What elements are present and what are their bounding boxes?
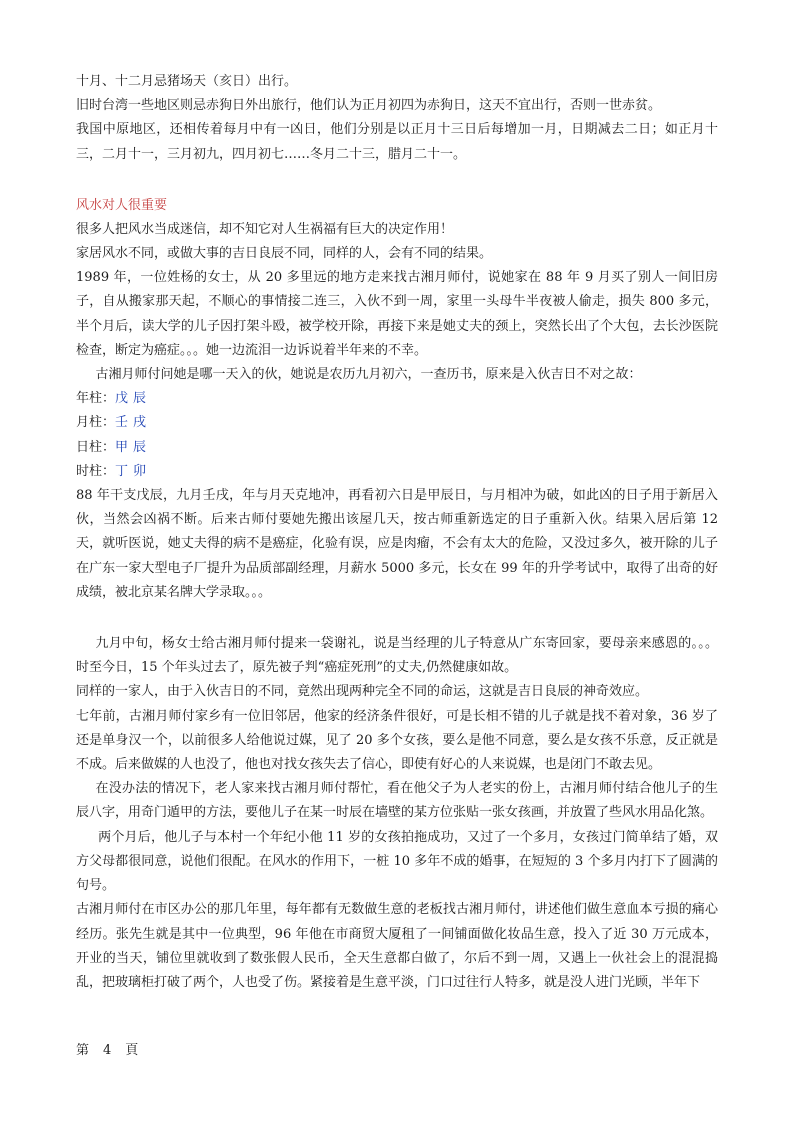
pillar-label: 时柱： [76,463,116,479]
pillar-label: 年柱： [76,391,116,407]
document-page [76,70,718,995]
pillar-year [76,387,718,411]
intro-line-2: 旧时台湾一些地区则忌赤狗日外出旅行，他们认为正月初四为赤狗日，这天不宜出行，否则一世赤贫。 [76,98,662,114]
intro-line-1: 十月、十二月忌猪场天（亥日）出行。 [76,74,298,89]
page-footer [76,1040,152,1062]
pillar-value: 甲辰 [115,439,152,455]
paragraph: 九月中旬，杨女士给古湘月师付提来一袋谢礼，说是当经理的儿子特意从广东寄回家，要母亲来感恩的。。。时至今日，15 个年头过去了，原先被子判“癌症死刑”的丈夫,仍然健康如故。 [76,636,718,676]
paragraph: 古湘月师付在市区办公的那几年里，每年都有无数做生意的老板找古湘月师付，讲述他们做生意血本亏损的痛心经历。张先生就是其中一位典型，96 年他在市商贸大厦租了一间铺面做化妆品生意，投入了近 30 万元成本，开业的当天，铺位里就收到了数张假人民币，全天生意都白做了，尔后不到一周，又遇上一伙社会上的混混捣乱，把玻璃柜打破了两个，人也受了伤。紧接着是生意平淡，门口过往行人特多，就是没人进门光顾，半年下 [76,902,718,990]
paragraph: 1989 年，一位姓杨的女士，从 20 多里远的地方走来找古湘月师付，说她家在 88 年 9 月买了别人一间旧房子，自从搬家那天起，不顺心的事情接二连三，入伙不到一周，家里一头母牛半夜被人偷走，损失 800 多元，半个月后，读大学的儿子因打架斗殴，被学校开除，再接下来是她丈夫的颈上，突然长出了个大包，去长沙医院检查，断定为癌症。。。她一边流泪一边诉说着半年来的不幸。 [76,270,718,358]
pillar-label: 月柱： [76,415,116,431]
pillar-label: 日柱： [76,439,116,455]
paragraph: 两个月后，他儿子与本村一个年纪小他 11 岁的女孩拍拖成功，又过了一个多月，女孩过门简单结了婚，双方父母都很同意，说他们很配。在风水的作用下，一桩 10 多年不成的婚事，在短短的 3 个多月内打下了圆满的句号。 [76,829,718,894]
paragraph: 家居风水不同，或做大事的吉日良辰不同，同样的人，会有不同的结果。 [76,246,493,262]
section-heading: 风水对人很重要 [76,197,168,213]
spacer [76,605,718,632]
paragraph: 88 年干支戊辰，九月壬戌，年与月天克地冲，再看初六日是甲辰日，与月相冲为破，如此凶的日子用于新居入伙，当然会凶祸不断。后来古师付要她先搬出该屋几天，按古师重新选定的日子重新入伙。结果入居后第 12 天，就听医说，她丈夫得的病不是癌症，化验有误，应是肉瘤，不会有太大的危险，又没过多久，被开除的儿子在广东一家大型电子厂提升为品质部副经理，月薪水 5000 多元，长女在 99 年的升学考试中，取得了出奇的好成绩，被北京某名牌大学录取。。。 [76,488,718,600]
paragraph: 很多人把风水当成迷信，却不知它对人生祸福有巨大的决定作用！ [76,221,454,237]
pillar-value: 戊辰 [115,391,152,407]
pillar-day [76,436,718,460]
page-number: 4 [103,1043,112,1058]
page-prefix: 第 [76,1043,90,1058]
paragraph: 在没办法的情况下，老人家来找古湘月师付帮忙，看在他父子为人老实的份上，古湘月师付结合他儿子的生辰八字，用奇门遁甲的方法，要他儿子在某一时辰在墙壁的某方位张贴一张女孩画，并放置了些风水用品化煞。 [76,781,718,821]
spacer [76,167,718,194]
pillar-value: 壬戌 [115,415,152,431]
paragraph: 七年前，古湘月师付家乡有一位旧邻居，他家的经济条件很好，可是长相不错的儿子就是找不着对象，36 岁了还是单身汉一个，以前很多人给他说过媒，见了 20 多个女孩，要么是他不同意，要么是女孩不乐意，反正就是不成。后来做媒的人也没了，他也对找女孩失去了信心，即使有好心的人来说媒，也是闭门不敢去见。 [76,708,718,773]
pillar-month [76,411,718,435]
pillar-value: 丁卯 [115,463,152,479]
intro-line-3: 我国中原地区，还相传着每月中有一凶日，他们分别是以正月十三日后每增加一月，日期减去二日；如正月十三，二月十一，三月初九，四月初七……冬月二十三，腊月二十一。 [76,122,718,162]
pillar-hour [76,460,718,484]
page-suffix: 頁 [125,1043,139,1058]
paragraph: 同样的一家人，由于入伙吉日的不同，竟然出现两种完全不同的命运，这就是吉日良辰的神奇效应。 [76,684,649,700]
paragraph: 古湘月师付问她是哪一天入的伙，她说是农历九月初六，一查历书，原来是入伙吉日不对之故： [95,367,642,383]
